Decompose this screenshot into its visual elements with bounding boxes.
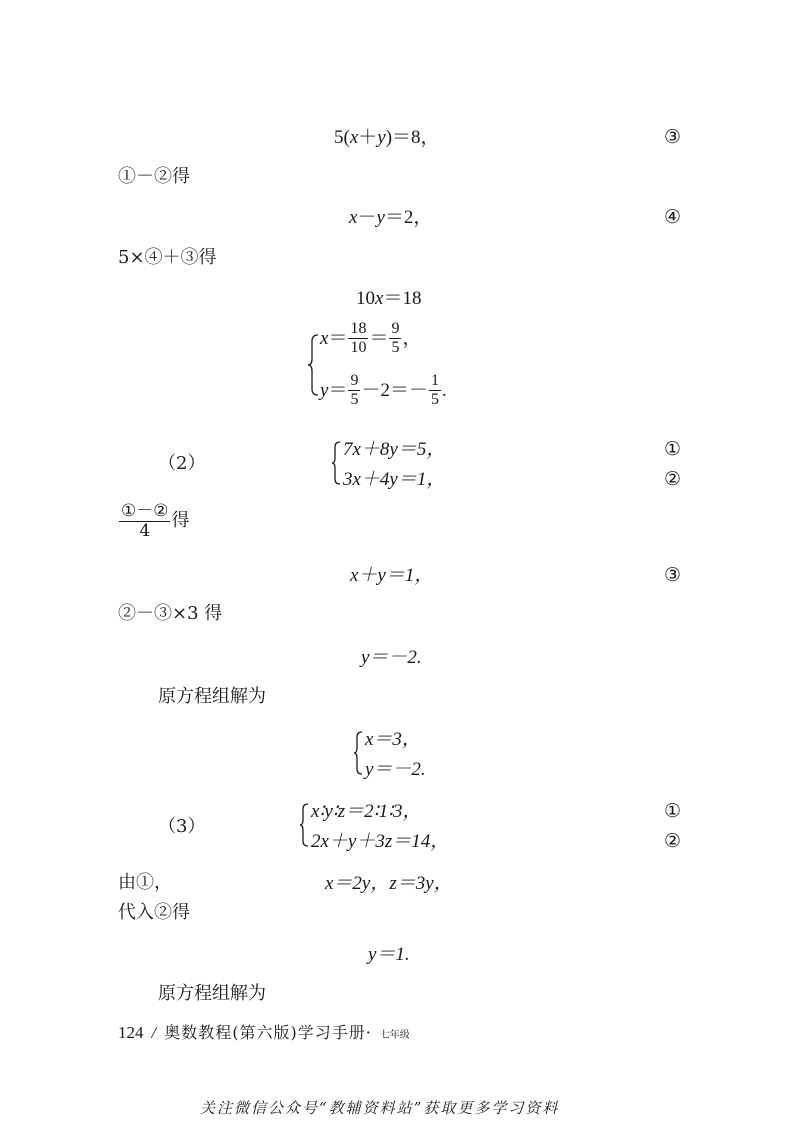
denominator: 5 xyxy=(350,390,359,408)
equation-tag: ③ xyxy=(664,564,682,586)
equation-tag: ③ xyxy=(664,126,682,148)
part-label: （2） xyxy=(158,453,206,474)
book-title: 奥数教程(第六版)学习手册· xyxy=(164,1023,372,1042)
step-text: 得 xyxy=(171,510,190,532)
page-footer xyxy=(118,1024,410,1041)
equation-y: y＝1. xyxy=(368,944,410,965)
eq-var: x xyxy=(349,127,359,148)
equation-tag: ① xyxy=(664,800,682,822)
step-text: ①－②得 xyxy=(118,166,190,187)
numerator: 9 xyxy=(350,372,359,389)
step-text: 代入②得 xyxy=(118,902,190,923)
eq-text: ＝18 xyxy=(383,288,422,309)
solution-x-line xyxy=(320,320,421,356)
page-number: 124 xyxy=(118,1023,144,1042)
equation-3 xyxy=(334,128,440,147)
eq-var: y xyxy=(376,207,385,228)
solution-x: x＝3， xyxy=(365,729,421,750)
grade-label: 七年级 xyxy=(379,1030,410,1041)
eq-text: ＋ xyxy=(358,127,378,148)
equation-tag: ② xyxy=(664,468,682,490)
numerator: 18 xyxy=(350,320,367,337)
watermark-text: 关注微信公众号“教辅资料站”获取更多学习资料 xyxy=(200,1099,560,1117)
footer-slash: / xyxy=(151,1023,157,1042)
fraction xyxy=(429,372,441,408)
equation-5 xyxy=(356,289,421,308)
eq-var: x xyxy=(349,207,358,228)
step-text: 5×④＋③得 xyxy=(118,247,217,268)
fraction xyxy=(348,372,360,408)
left-brace-icon xyxy=(352,730,364,776)
fraction xyxy=(389,320,401,356)
eq-text: ＝ xyxy=(369,327,389,349)
numerator: 9 xyxy=(391,320,400,337)
paragraph-text: 原方程组解为 xyxy=(158,983,266,1004)
denominator: 5 xyxy=(391,338,400,356)
solution-y-line xyxy=(320,372,447,408)
eq-text: )＝8， xyxy=(385,127,440,148)
denominator: 5 xyxy=(430,390,439,408)
eq-text: 5( xyxy=(334,127,350,148)
system-equation-2: 2x＋y＋3z＝14， xyxy=(311,831,450,852)
step-fraction xyxy=(118,502,189,540)
equation-3b: x＋y＝1， xyxy=(350,565,434,586)
eq-text: . xyxy=(441,379,447,401)
step-text: ②－③×3 得 xyxy=(118,603,223,624)
eq-text: 10 xyxy=(356,288,375,309)
equation-tag: ④ xyxy=(664,206,682,228)
eq-text: － xyxy=(357,207,377,228)
eq-var: x xyxy=(320,327,329,349)
denominator: 4 xyxy=(139,520,151,541)
numerator: 1 xyxy=(430,372,439,389)
fraction xyxy=(119,502,170,540)
equation-tag: ① xyxy=(664,438,682,460)
numerator: ①－② xyxy=(121,501,169,521)
solution-y: y＝－2. xyxy=(365,759,426,780)
equation-y: y＝－2. xyxy=(361,647,422,668)
left-brace-icon xyxy=(306,333,320,397)
denominator: 10 xyxy=(350,338,367,356)
equation-tag: ② xyxy=(664,830,682,852)
eq-text: ＝2， xyxy=(384,207,433,228)
left-brace-icon xyxy=(330,440,342,486)
eq-text: －2＝－ xyxy=(361,379,428,401)
part-label: （3） xyxy=(158,816,206,837)
left-brace-icon xyxy=(298,802,310,848)
fraction xyxy=(348,320,368,356)
eq-var: y xyxy=(320,379,329,401)
eq-var: x xyxy=(375,288,384,309)
eq-text: ， xyxy=(402,327,422,349)
equation-4 xyxy=(349,208,432,227)
eq-var: y xyxy=(377,127,386,148)
paragraph-text: 原方程组解为 xyxy=(158,686,266,707)
system-equation-1: 7x＋8y＝5， xyxy=(343,439,446,460)
substitution-equation: x＝2y，z＝3y， xyxy=(325,873,453,894)
eq-text: ＝ xyxy=(328,379,348,401)
system-equation-2: 3x＋4y＝1， xyxy=(343,469,446,490)
step-text: 由①， xyxy=(118,872,172,893)
system-equation-1: x∶y∶z＝2∶1∶3， xyxy=(311,801,422,822)
eq-text: ＝ xyxy=(328,327,348,349)
